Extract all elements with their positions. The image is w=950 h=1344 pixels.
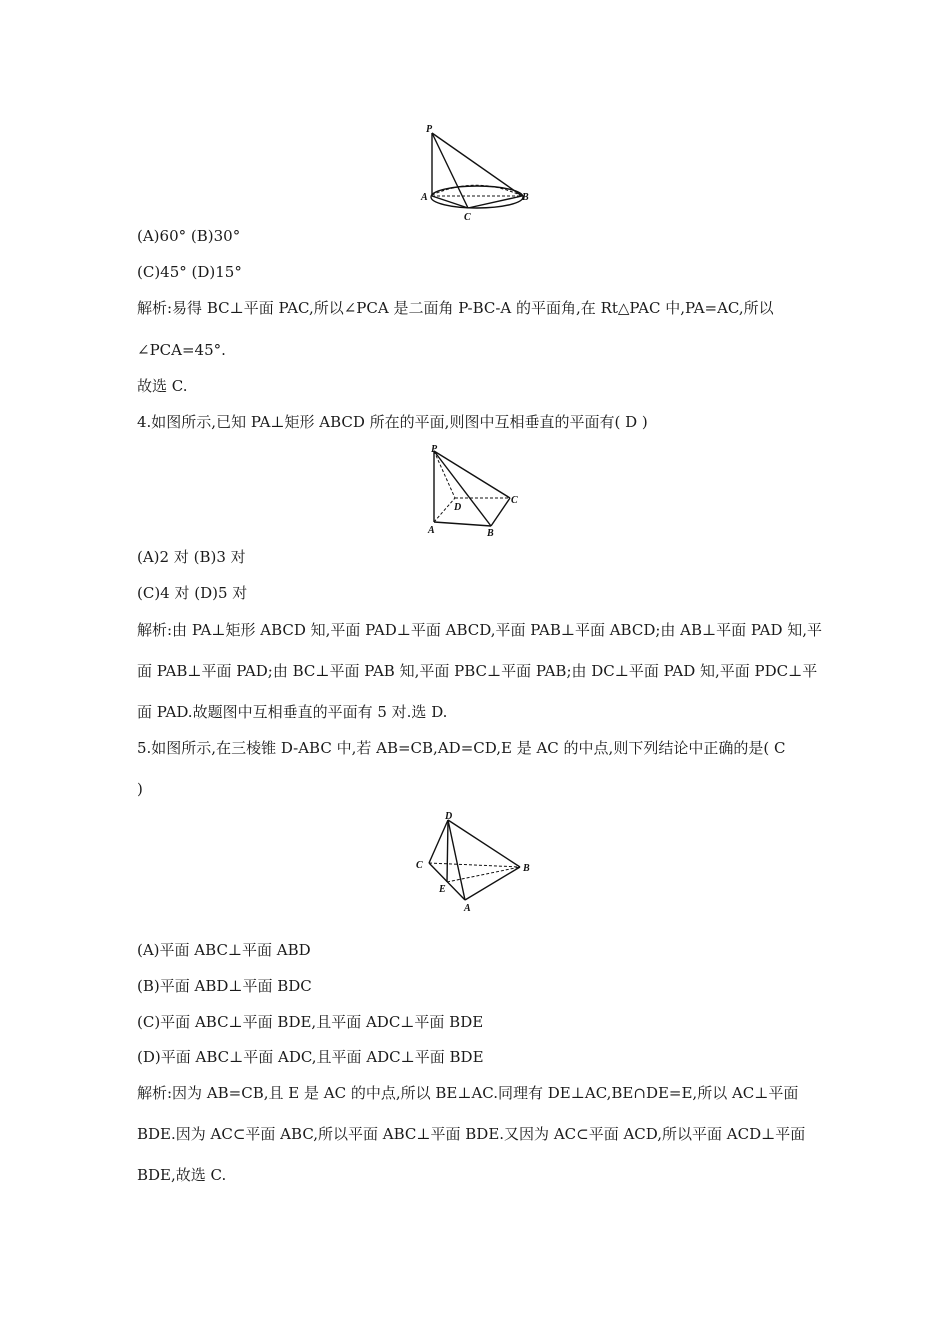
q4-analysis-line-1: 解析:由 PA⊥矩形 ABCD 知,平面 PAD⊥平面 ABCD,平面 PAB⊥平面 ABCD;由 AB⊥平面 PAD 知,平	[137, 621, 823, 639]
q5-label-E: E	[439, 884, 446, 895]
q4-figure	[424, 440, 524, 540]
q3-analysis-line-3: 故选 C.	[137, 377, 188, 395]
q3-analysis-line-2: ∠PCA=45°.	[137, 341, 226, 359]
q4-label-D: D	[454, 502, 462, 513]
q3-options-cd: (C)45° (D)15°	[137, 263, 242, 281]
q4-options-cd: (C)4 对 (D)5 对	[137, 584, 248, 602]
q5-option-d: (D)平面 ABC⊥平面 ADC,且平面 ADC⊥平面 BDE	[137, 1048, 484, 1066]
q5-analysis-line-1: 解析:因为 AB=CB,且 E 是 AC 的中点,所以 BE⊥AC.同理有 DE⊥AC,BE∩DE=E,所以 AC⊥平面	[137, 1084, 799, 1102]
q3-label-B: B	[522, 192, 529, 203]
q5-analysis-line-3: BDE,故选 C.	[137, 1166, 227, 1184]
q5-stem-line-1: 5.如图所示,在三棱锥 D-ABC 中,若 AB=CB,AD=CD,E 是 AC 的中点,则下列结论中正确的是( C	[137, 739, 786, 757]
q4-label-B: B	[487, 528, 494, 539]
q3-options-ab: (A)60° (B)30°	[137, 227, 241, 245]
q5-figure	[412, 808, 540, 918]
q3-figure	[418, 120, 532, 224]
q5-option-a: (A)平面 ABC⊥平面 ABD	[137, 941, 311, 959]
q3-analysis-line-1: 解析:易得 BC⊥平面 PAC,所以∠PCA 是二面角 P-BC-A 的平面角,在 Rt△PAC 中,PA=AC,所以	[137, 299, 774, 317]
q5-label-B: B	[523, 863, 530, 874]
q4-label-P: P	[431, 444, 438, 455]
q4-stem: 4.如图所示,已知 PA⊥矩形 ABCD 所在的平面,则图中互相垂直的平面有( D )	[137, 413, 648, 431]
q3-label-C: C	[464, 212, 471, 223]
q4-options-ab: (A)2 对 (B)3 对	[137, 548, 246, 566]
q4-analysis-line-2: 面 PAB⊥平面 PAD;由 BC⊥平面 PAB 知,平面 PBC⊥平面 PAB;由 DC⊥平面 PAD 知,平面 PDC⊥平	[137, 662, 818, 680]
q4-label-A: A	[428, 525, 435, 536]
q5-analysis-line-2: BDE.因为 AC⊂平面 ABC,所以平面 ABC⊥平面 BDE.又因为 AC⊂平面 ACD,所以平面 ACD⊥平面	[137, 1125, 806, 1143]
q5-stem-line-2: )	[137, 780, 143, 798]
q3-label-P: P	[426, 124, 433, 135]
q5-label-C: C	[416, 860, 423, 871]
q5-label-D: D	[445, 811, 453, 822]
q4-analysis-line-3: 面 PAD.故题图中互相垂直的平面有 5 对.选 D.	[137, 703, 448, 721]
q5-label-A: A	[464, 903, 471, 914]
q4-label-C: C	[511, 495, 518, 506]
q5-option-b: (B)平面 ABD⊥平面 BDC	[137, 977, 312, 995]
q3-label-A: A	[421, 192, 428, 203]
q5-option-c: (C)平面 ABC⊥平面 BDE,且平面 ADC⊥平面 BDE	[137, 1013, 484, 1031]
